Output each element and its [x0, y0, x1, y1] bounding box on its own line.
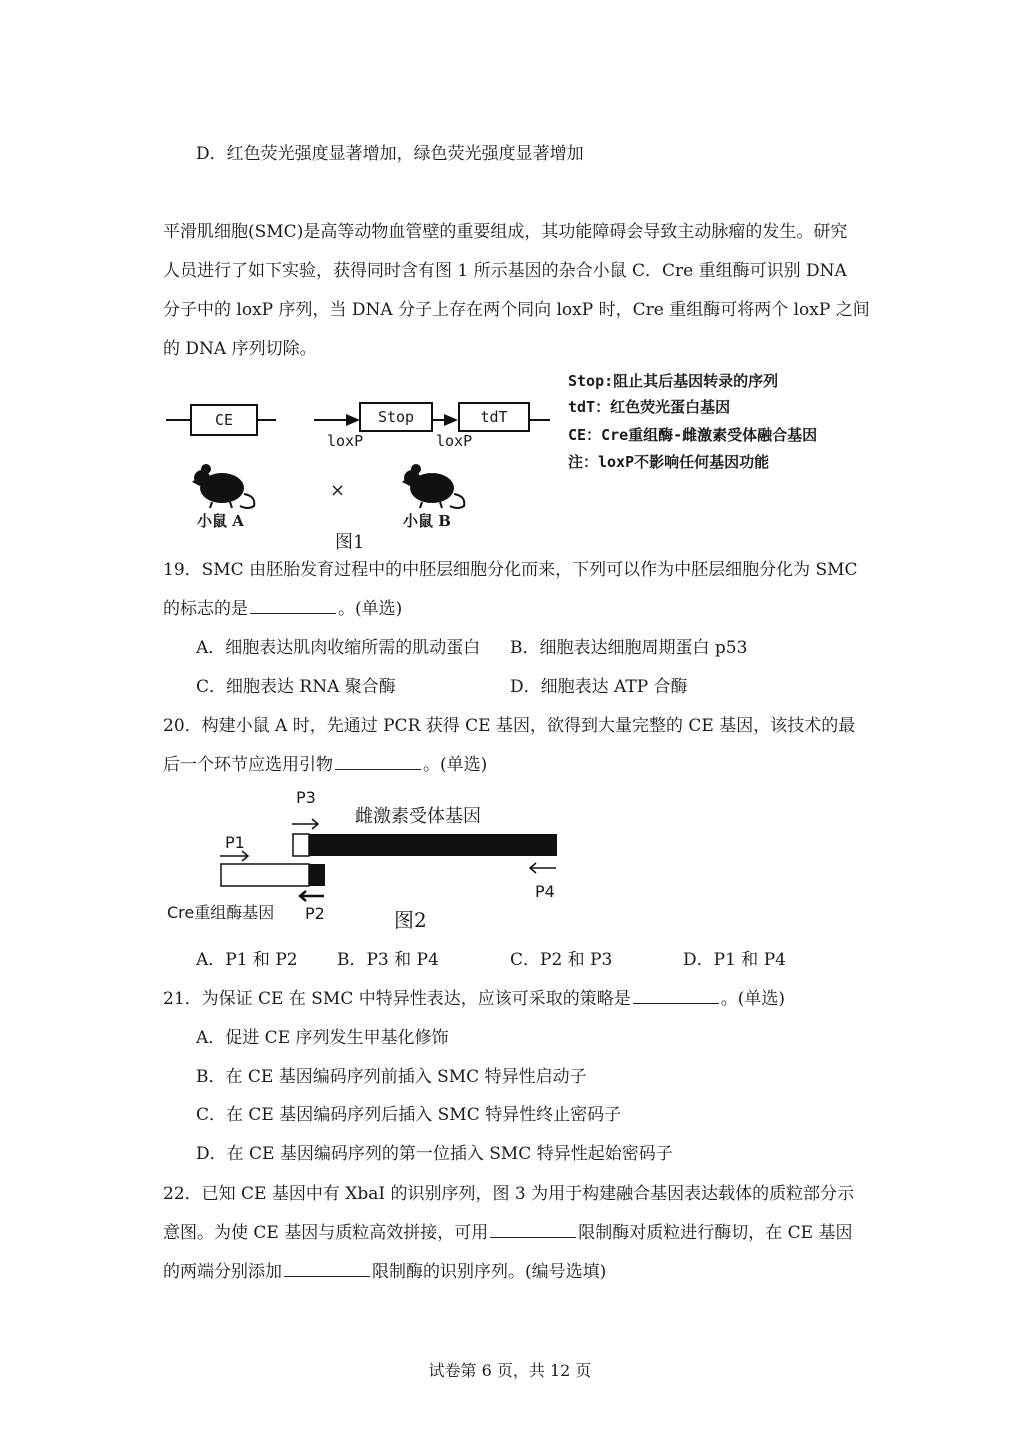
- q20-option-c[interactable]: C．P2 和 P3: [510, 950, 613, 970]
- cre-bar: [221, 864, 309, 886]
- q19-stem-line-1: 19．SMC 由胚胎发育过程中的中胚层细胞分化而来，下列可以作为中胚层细胞分化为 SMC: [163, 560, 858, 580]
- q21-stem: [163, 988, 785, 1010]
- p2-overhang-black: [309, 864, 325, 886]
- tdt-box: tdT: [458, 402, 530, 432]
- intro-line-4: 的 DNA 序列切除。: [163, 339, 317, 359]
- q19-option-b[interactable]: B．细胞表达细胞周期蛋白 p53: [510, 638, 748, 658]
- cross-symbol: ×: [330, 480, 346, 501]
- loxp-label-2: loxP: [436, 432, 473, 450]
- q20-option-a[interactable]: A．P1 和 P2: [196, 950, 298, 970]
- mouse-b-icon: [400, 460, 472, 510]
- p3-label: P3: [296, 788, 316, 807]
- q22-stem-line-3: [163, 1261, 606, 1283]
- q20-stem-line-2: [163, 754, 487, 776]
- q19-stem-line-2: [163, 598, 402, 620]
- q22-stem-text-2: 意图。为使 CE 基因与质粒高效拼接，可用: [163, 1223, 489, 1243]
- q22-stem-line-1: 22．已知 CE 基因中有 XbaI 的识别序列，图 3 为用于构建融合基因表达载体的质粒部分示: [163, 1184, 855, 1204]
- q19-option-d[interactable]: D．细胞表达 ATP 合酶: [510, 677, 688, 697]
- q20-option-b[interactable]: B．P3 和 P4: [337, 950, 439, 970]
- q22-stem-line-2: [163, 1222, 852, 1244]
- q21-option-d[interactable]: D．在 CE 基因编码序列的第一位插入 SMC 特异性起始密码子: [196, 1144, 673, 1164]
- legend-ce: CE：Cre重组酶-雌激素受体融合基因: [568, 426, 818, 444]
- p4-label: P4: [535, 882, 555, 901]
- q21-option-c[interactable]: C．在 CE 基因编码序列后插入 SMC 特异性终止密码子: [196, 1105, 622, 1125]
- q18-option-d: D．红色荧光强度显著增加，绿色荧光强度显著增加: [196, 144, 584, 164]
- q22-stem-suffix-3: 限制酶的识别序列。(编号选填): [372, 1262, 607, 1282]
- p3-overhang-white: [293, 834, 309, 856]
- q21-answer-blank[interactable]: [633, 989, 719, 1004]
- q19-stem-suffix: 。(单选): [338, 599, 403, 619]
- loxp-arrow-icon: [444, 414, 458, 426]
- estrogen-receptor-label: 雌激素受体基因: [355, 806, 481, 827]
- q19-stem-text: 的标志的是: [163, 599, 248, 619]
- intro-line-2: 人员进行了如下实验，获得同时含有图 1 所示基因的杂合小鼠 C．Cre 重组酶可识别 DNA: [163, 261, 847, 281]
- q20-stem-text: 后一个环节应选用引物: [163, 755, 333, 775]
- q21-option-b[interactable]: B．在 CE 基因编码序列前插入 SMC 特异性启动子: [196, 1067, 587, 1087]
- q21-stem-text: 21．为保证 CE 在 SMC 中特异性表达，应该可采取的策略是: [163, 989, 631, 1009]
- legend-note: 注：loxP不影响任何基因功能: [568, 453, 770, 471]
- p1-label: P1: [225, 833, 245, 852]
- q20-answer-blank[interactable]: [335, 755, 421, 770]
- q22-answer-blank-2[interactable]: [284, 1262, 370, 1277]
- q20-option-d[interactable]: D．P1 和 P4: [683, 950, 786, 970]
- intro-line-1: 平滑肌细胞(SMC)是高等动物血管壁的重要组成，其功能障碍会导致主动脉瘤的发生。研究: [163, 222, 848, 242]
- figure-1-caption: 图1: [335, 532, 365, 553]
- q22-stem-text-3: 的两端分别添加: [163, 1262, 282, 1282]
- q19-option-c[interactable]: C．细胞表达 RNA 聚合酶: [196, 677, 396, 697]
- q20-stem-suffix: 。(单选): [423, 755, 488, 775]
- ce-gene-box: CE: [190, 404, 258, 436]
- q19-option-a[interactable]: A．细胞表达肌肉收缩所需的肌动蛋白: [196, 638, 481, 658]
- p2-label: P2: [305, 904, 325, 923]
- q22-answer-blank-1[interactable]: [490, 1223, 576, 1238]
- legend-tdt: tdT：红色荧光蛋白基因: [568, 398, 731, 416]
- page-footer: 试卷第 6 页，共 12 页: [428, 1361, 592, 1380]
- q21-stem-suffix: 。(单选): [720, 989, 785, 1009]
- loxp-label-1: loxP: [327, 432, 364, 450]
- stop-box: Stop: [359, 402, 433, 432]
- estrogen-receptor-bar: [309, 834, 557, 856]
- q19-answer-blank[interactable]: [250, 599, 336, 614]
- q21-option-a[interactable]: A．促进 CE 序列发生甲基化修饰: [196, 1028, 449, 1048]
- intro-line-3: 分子中的 loxP 序列，当 DNA 分子上存在两个同向 loxP 时，Cre 重组酶可将两个 loxP 之间: [163, 300, 870, 320]
- figure-2-caption: 图2: [394, 908, 427, 932]
- q20-stem-line-1: 20．构建小鼠 A 时，先通过 PCR 获得 CE 基因，欲得到大量完整的 CE 基因，该技术的最: [163, 716, 856, 736]
- mouse-b-label: 小鼠 B: [403, 512, 451, 530]
- mouse-a-icon: [190, 460, 262, 510]
- cre-label: Cre重组酶基因: [167, 903, 275, 922]
- legend-stop: Stop:阻止其后基因转录的序列: [568, 372, 779, 390]
- mouse-a-label: 小鼠 A: [197, 512, 244, 530]
- loxp-arrow-icon: [346, 414, 360, 426]
- q22-stem-suffix-2: 限制酶对质粒进行酶切，在 CE 基因: [578, 1223, 853, 1243]
